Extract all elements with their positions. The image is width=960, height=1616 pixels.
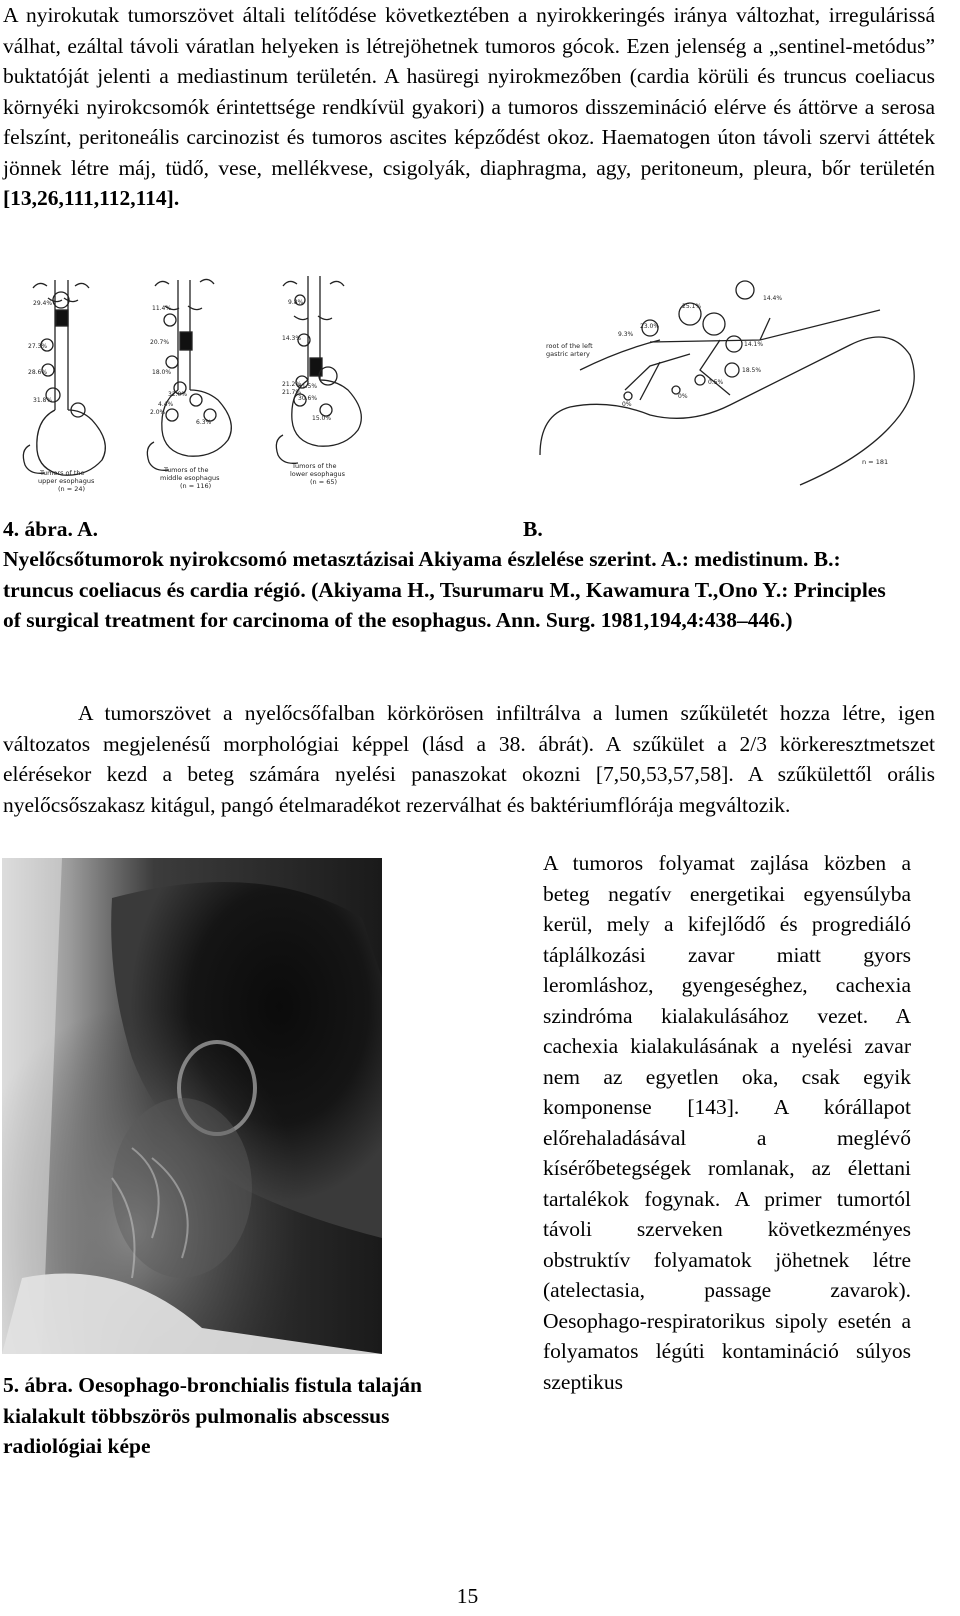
b-pct-3: 9.3%: [618, 331, 634, 338]
b-pct-6: 0.5%: [708, 379, 724, 386]
b-pct-4: 14.1%: [744, 341, 764, 348]
a3-pct-2: 21.7%: [282, 389, 302, 396]
figure-5-caption: 5. ábra. Oesophago-bronchialis fistula talaján kialakult többszörös pulmonalis abscessus radiológiai képe: [3, 1373, 422, 1458]
panel-a-upper-esophagus: [23, 280, 105, 475]
a1-title-1: Tumors of the: [40, 469, 85, 477]
page-number: 15: [456, 1584, 479, 1608]
panel-b-celiac-cardia: [540, 281, 914, 485]
figure-4-label-a: 4. ábra. A.: [3, 517, 98, 541]
a3-pct-4: 21.2%: [282, 381, 302, 388]
figure-4-caption: Nyelőcsőtumorok nyirokcsomó metasztázisai Akiyama észlelése szerint. A.: medistinum. B.: truncus coeliacus és cardia régió. (Akiyama H., Tsurumaru M., Kawamura T.,Ono Y.: Principles of surgical treatment for carcinoma of the esophagus. Ann. Surg. 1981,194,4:438–446.): [3, 547, 886, 632]
b-root-label-1: root of the left: [546, 342, 593, 350]
a3-pct-0: 9.8%: [288, 299, 304, 306]
paragraph-metastasis: [3, 0, 935, 214]
paragraph-cachexia: A tumoros folyamat zajlása közben a beteg negatív energetikai egyensúlyba kerül, mely a kifejlődő és progrediáló táplálkozási zavar miatt gyors leromláshoz, gyengeséghez, cachexia szindróma kialakulásához vezet. A cachexia kialakulásának a nyelési zavar nem az egyetlen oka, csak egyik komponense [143]. A kórállapot előrehaladásával a meglévő kísérőbetegségek romlanak, az élettani tartalékok fogynak. A primer tumortól távoli szerveken következményes obstruktív folyamatok jöhetnek létre (atelectasia, passage zavarok). Oesophago-respiratorikus sipoly esetén a folyamatos légúti kontamináció súlyos szeptikus: [543, 851, 911, 1394]
paragraph-stenosis: A tumorszövet a nyelőcsőfalban körkörösen infiltrálva a lumen szűkületét hozza létre, igen változatos megjelenésű morphológiai képpel (lásd a 38. ábrát). A szűkület a 2/3 körkeresztmetszet elérésekor kezd a beteg számára nyelési panaszokat okozni [7,50,53,57,58]. A szűkülettől orális nyelőcsőszakasz kitágul, pangó ételmaradékot rezerválhat és baktériumflórája megváltozik.: [3, 701, 935, 817]
a2-pct-3: 32.0%: [168, 391, 188, 398]
b-pct-2: 23.0%: [640, 323, 660, 330]
b-pct-0: 14.4%: [763, 295, 783, 302]
b-n: n = 181: [862, 458, 889, 466]
a1-title-2: upper esophagus: [38, 477, 95, 485]
a2-pct-5: 2.0%: [150, 409, 166, 416]
a3-pct-6: 15.0%: [312, 415, 332, 422]
a1-pct-2: 28.6%: [28, 369, 48, 376]
a2-n: (n = 116): [180, 482, 212, 490]
a3-title-1: Tumors of the: [292, 462, 337, 470]
b-pct-1: 25.1%: [682, 303, 702, 310]
a2-pct-2: 18.0%: [152, 369, 172, 376]
figure-4-svg: [0, 270, 960, 500]
b-pct-8: 0%: [622, 401, 632, 408]
a3-pct-3: 61.5%: [298, 383, 318, 390]
a2-title-2: middle esophagus: [160, 474, 220, 482]
xray-svg: [2, 858, 382, 1354]
paragraph-metastasis-refs: [13,26,111,112,114].: [3, 186, 180, 210]
b-root-label-2: gastric artery: [546, 350, 590, 358]
a1-pct-0: 29.4%: [33, 300, 53, 307]
a1-n: (n = 24): [58, 485, 86, 493]
a3-pct-1: 14.3%: [282, 335, 302, 342]
a3-pct-5: 30.6%: [298, 395, 318, 402]
b-pct-7: 0%: [678, 393, 688, 400]
figure-4-label-b: B.: [523, 517, 543, 541]
a2-title-1: Tumors of the: [164, 466, 209, 474]
a3-title-2: lower esophagus: [290, 470, 346, 478]
a1-pct-3: 31.8%: [33, 397, 53, 404]
paragraph-metastasis-text: A nyirokutak tumorszövet általi telítődése következtében a nyirokkeringés iránya változhat, irregulárissá válhat, ezáltal távoli váratlan helyeken is létrejöhetnek tumoros gócok. Ezen jelenség a „sentinel-metódus” buktatóját jelenti a mediastinum területén. A hasüregi nyirokmezőben (cardia körüli és truncus coeliacus környéki nyirokcsomók érintettsége rendkívül gyakori) a tumoros disszemináció elérve és áttörve a serosa felszínt, peritoneális carcinozist és tumoros ascites képződést okoz. Haematogen úton távoli szervi áttétek jönnek létre máj, tüdő, vese, mellékvese, csigolyák, diaphragma, agy, peritoneum, pleura, bőr területén: [3, 3, 935, 180]
a2-pct-6: 6.3%: [196, 419, 212, 426]
figure-4-diagrams: [0, 270, 960, 500]
a2-pct-1: 20.7%: [150, 339, 170, 346]
a2-pct-4: 4.4%: [158, 401, 174, 408]
a2-pct-0: 11.4%: [152, 305, 172, 312]
b-pct-5: 18.5%: [742, 367, 762, 374]
a3-n: (n = 65): [310, 478, 338, 486]
a1-pct-1: 27.3%: [28, 343, 48, 350]
xray-image: [2, 858, 382, 1354]
